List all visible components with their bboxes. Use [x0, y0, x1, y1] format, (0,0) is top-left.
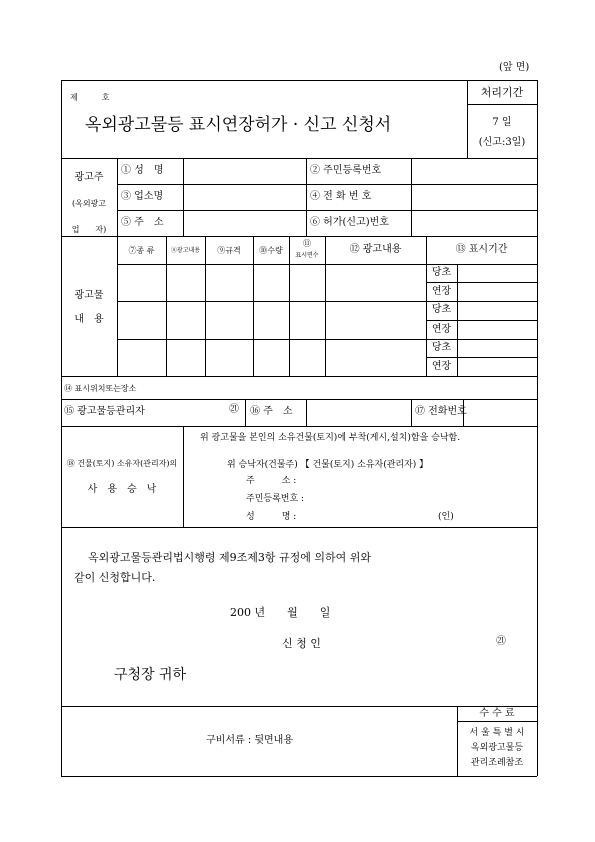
period-row-3: 당초 [431, 304, 452, 315]
applicant-section-line3: 업 자) [71, 225, 107, 234]
processing-box-divider [467, 104, 537, 105]
manager-col1 [245, 399, 246, 426]
applicant-col4 [411, 158, 412, 236]
frame-top [61, 80, 537, 81]
page-side-label: (앞 면) [499, 62, 530, 73]
addressee: 구청장 귀하 [114, 667, 187, 683]
col-size-header: ⑨규격 [217, 246, 241, 255]
applicant-row2 [117, 210, 537, 211]
applicant-address-label: ⑤ 주 소 [121, 217, 164, 228]
ad-header-bottom [117, 264, 537, 265]
col-content-header: ⑫ 광고내용 [349, 244, 402, 255]
ad-period-line3 [426, 357, 537, 358]
ad-section-line2: 내 용 [74, 314, 104, 325]
application-body-line2: 같이 신청합니다. [74, 571, 156, 584]
processing-period-value: 7 일 [492, 117, 512, 128]
col-purpose-header: ⑧광고내용 [170, 247, 201, 254]
fee-label: 수 수 료 [479, 708, 515, 719]
applicant-row1 [117, 184, 537, 185]
header-bottom [61, 158, 537, 159]
ad-col3 [253, 236, 254, 376]
consent-statement: 위 광고물을 본인의 소유건물(토지)에 부착(게시,설치)함을 승낙함. [200, 433, 461, 443]
period-row-6: 연장 [431, 361, 452, 372]
manager-col2 [306, 399, 307, 426]
manager-seal-mark: ㉑ [229, 404, 239, 415]
application-body-line1: 옥외광고물등관리법시행령 제9조제3항 규정에 의하여 위와 [88, 551, 372, 564]
applicant-business-label: ③ 업소명 [121, 191, 164, 202]
manager-address-label: ⑯ 주 소 [250, 406, 293, 417]
application-date: 200 년 월 일 [230, 606, 331, 619]
applicant-phone-label: ④ 전 화 번 호 [310, 191, 372, 202]
period-row-5: 당초 [431, 342, 452, 353]
consent-resident-no-label: 주민등록번호 : [246, 494, 305, 504]
location-label: ⑭ 표시위치또는장소 [64, 384, 137, 393]
consent-seal: (인) [438, 512, 454, 522]
fee-divider [457, 721, 537, 722]
consent-col [183, 426, 184, 527]
manager-phone-label: ⑰ 전화번호 [415, 406, 467, 417]
location-bottom [61, 399, 537, 400]
applicant-seal-mark: ㉑ [496, 636, 506, 647]
ad-section-label [61, 284, 117, 332]
manager-col3 [411, 399, 412, 426]
form-title: 옥외광고물등 표시연장허가 · 신고 신청서 [85, 115, 392, 135]
applicant-section-line2: (옥외광고 [71, 199, 107, 208]
frame-bottom [61, 776, 537, 777]
ad-group-line2 [117, 339, 537, 340]
applicant-signature-label: 신 청 인 [282, 637, 321, 650]
ad-col0 [117, 236, 118, 376]
col-sides-header: 표시면수 [295, 252, 319, 259]
applicant-col2 [183, 158, 184, 236]
ad-group-line1 [117, 301, 537, 302]
consent-label-line2: 사 용 승 낙 [87, 484, 157, 495]
applicant-name-label: ① 성 명 [121, 165, 164, 176]
consent-label-line1: ⑱ 건물(토지) 소유자(관리자)의 [66, 459, 178, 468]
frame-right [537, 80, 538, 776]
period-row-1: 당초 [431, 267, 452, 278]
ad-period-line1 [426, 282, 537, 283]
form-number-label: 제 호 [70, 93, 110, 102]
fee-line3: 관리조례참조 [470, 758, 524, 768]
col-period-header: ⑬ 표시기간 [455, 244, 508, 255]
manager-bottom [61, 426, 537, 427]
ad-col2 [205, 236, 206, 376]
applicant-section-line1: 광고주 [74, 172, 104, 183]
fee-line1: 서 울 특 별 시 [469, 728, 525, 738]
ad-col1 [166, 236, 167, 376]
applicant-section-label [61, 165, 117, 243]
period-row-4: 연장 [431, 324, 452, 335]
processing-period-note: (신고:3일) [478, 137, 526, 148]
applicant-col1 [117, 158, 118, 236]
processing-period-label: 처리기간 [480, 86, 524, 99]
col-type-header: ⑦종 류 [128, 246, 155, 255]
col-sides-number: ⑪ [303, 239, 311, 248]
period-row-2: 연장 [431, 286, 452, 297]
ad-section-line1: 광고물 [74, 290, 104, 301]
consent-bottom [61, 527, 537, 528]
col-qty-header: ⑩수량 [259, 246, 283, 255]
consent-address-label: 주 소 : [246, 476, 297, 486]
ad-col5 [325, 236, 326, 376]
consenter-line: 위 승낙자(건물주) 【 건물(토지) 소유자(관리자) 】 [227, 460, 429, 470]
applicant-resident-no-label: ② 주민등록번호 [310, 165, 382, 176]
applicant-bottom [61, 236, 537, 237]
consent-name-label: 성 명 : [246, 512, 297, 522]
required-documents: 구비서류 : 뒷면내용 [206, 735, 294, 746]
manager-label: ⑮ 광고물등관리자 [64, 406, 145, 417]
ad-bottom [61, 376, 537, 377]
fee-line2: 옥외광고물등 [470, 743, 524, 753]
ad-period-line2 [426, 320, 537, 321]
applicant-permit-no-label: ⑥ 허가(신고)번호 [310, 217, 389, 228]
application-bottom [61, 706, 537, 707]
applicant-col3 [306, 158, 307, 236]
